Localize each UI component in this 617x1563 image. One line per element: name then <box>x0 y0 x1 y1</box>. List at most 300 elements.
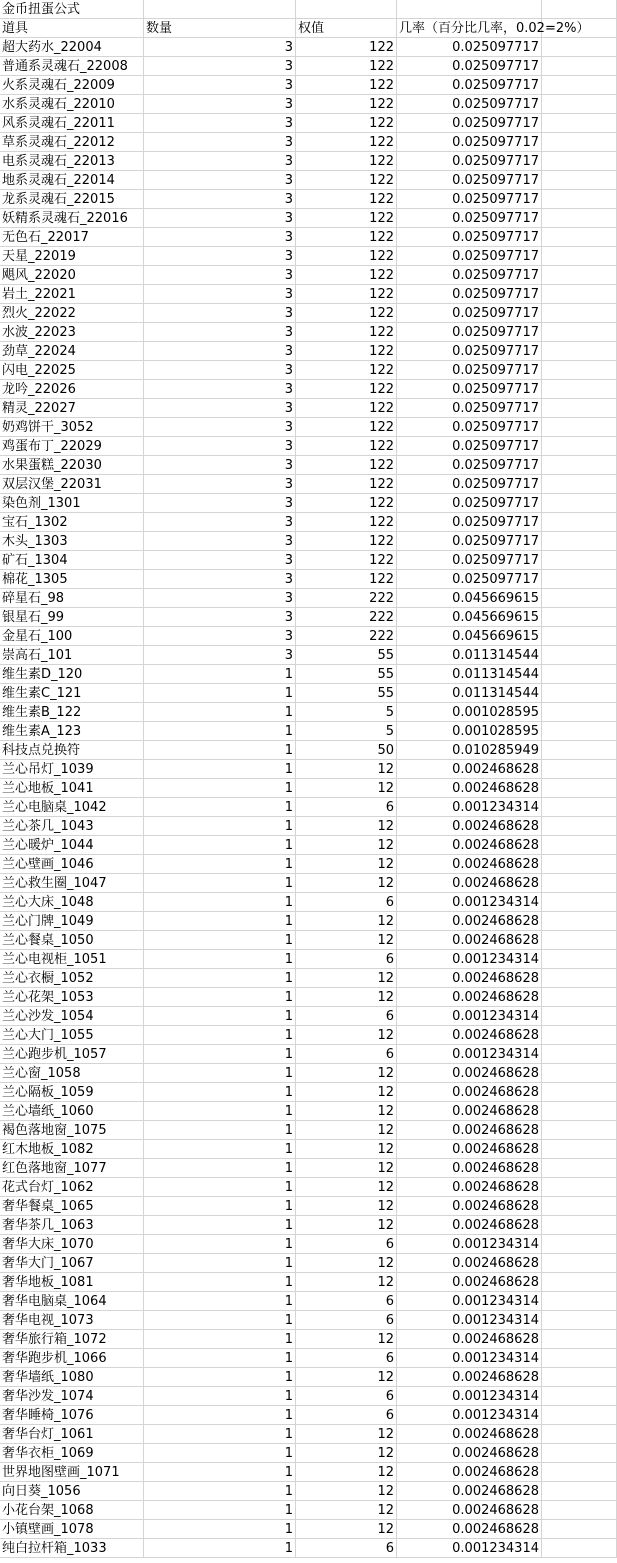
cell-quantity[interactable]: 3 <box>144 76 296 95</box>
cell-item[interactable]: 小镇壁画_1078 <box>0 1520 144 1539</box>
cell-quantity[interactable]: 3 <box>144 418 296 437</box>
cell[interactable] <box>542 1178 617 1197</box>
cell-probability[interactable]: 0.025097717 <box>397 456 542 475</box>
cell-weight[interactable]: 12 <box>296 1216 397 1235</box>
cell-quantity[interactable]: 1 <box>144 1007 296 1026</box>
cell-item[interactable]: 超大药水_22004 <box>0 38 144 57</box>
cell-probability[interactable]: 0.002468628 <box>397 760 542 779</box>
cell-quantity[interactable]: 3 <box>144 475 296 494</box>
cell[interactable] <box>542 779 617 798</box>
cell-probability[interactable]: 0.002468628 <box>397 817 542 836</box>
cell-item[interactable]: 水波_22023 <box>0 323 144 342</box>
cell[interactable] <box>542 456 617 475</box>
cell-weight[interactable]: 122 <box>296 380 397 399</box>
cell-quantity[interactable]: 1 <box>144 817 296 836</box>
cell-probability[interactable]: 0.002468628 <box>397 1178 542 1197</box>
cell-item[interactable]: 兰心隔板_1059 <box>0 1083 144 1102</box>
cell[interactable] <box>542 1292 617 1311</box>
cell-quantity[interactable]: 3 <box>144 646 296 665</box>
cell-item[interactable]: 兰心电视柜_1051 <box>0 950 144 969</box>
cell-probability[interactable]: 0.010285949 <box>397 741 542 760</box>
cell-probability[interactable]: 0.002468628 <box>397 1197 542 1216</box>
cell[interactable] <box>542 361 617 380</box>
cell-item[interactable]: 火系灵魂石_22009 <box>0 76 144 95</box>
cell[interactable] <box>542 1045 617 1064</box>
cell-item[interactable]: 奢华墙纸_1080 <box>0 1368 144 1387</box>
cell-weight[interactable]: 12 <box>296 1102 397 1121</box>
cell-quantity[interactable]: 1 <box>144 1387 296 1406</box>
cell[interactable] <box>542 1387 617 1406</box>
cell-probability[interactable]: 0.002468628 <box>397 1501 542 1520</box>
cell[interactable] <box>542 171 617 190</box>
cell[interactable] <box>542 380 617 399</box>
cell[interactable] <box>542 190 617 209</box>
cell-weight[interactable]: 12 <box>296 874 397 893</box>
cell-weight[interactable]: 12 <box>296 1520 397 1539</box>
cell-probability[interactable]: 0.025097717 <box>397 171 542 190</box>
cell-probability[interactable]: 0.002468628 <box>397 1463 542 1482</box>
cell-weight[interactable]: 122 <box>296 285 397 304</box>
cell-probability[interactable]: 0.001028595 <box>397 703 542 722</box>
cell[interactable] <box>542 1368 617 1387</box>
cell[interactable] <box>542 285 617 304</box>
cell[interactable] <box>542 1444 617 1463</box>
cell-probability[interactable]: 0.025097717 <box>397 285 542 304</box>
cell[interactable] <box>542 437 617 456</box>
cell-weight[interactable]: 55 <box>296 665 397 684</box>
cell-weight[interactable]: 12 <box>296 855 397 874</box>
cell-quantity[interactable]: 1 <box>144 1197 296 1216</box>
cell[interactable] <box>296 0 397 19</box>
cell[interactable] <box>542 95 617 114</box>
cell-weight[interactable]: 122 <box>296 114 397 133</box>
cell-quantity[interactable]: 3 <box>144 627 296 646</box>
cell-quantity[interactable]: 3 <box>144 228 296 247</box>
cell-weight[interactable]: 12 <box>296 817 397 836</box>
cell[interactable] <box>542 1026 617 1045</box>
cell[interactable] <box>542 266 617 285</box>
cell[interactable] <box>542 722 617 741</box>
cell-weight[interactable]: 122 <box>296 190 397 209</box>
cell-probability[interactable]: 0.001234314 <box>397 893 542 912</box>
cell-quantity[interactable]: 3 <box>144 38 296 57</box>
cell-weight[interactable]: 122 <box>296 475 397 494</box>
cell[interactable] <box>542 342 617 361</box>
cell-item[interactable]: 奢华大门_1067 <box>0 1254 144 1273</box>
cell-probability[interactable]: 0.002468628 <box>397 779 542 798</box>
cell[interactable] <box>542 1216 617 1235</box>
cell[interactable] <box>542 1273 617 1292</box>
cell-quantity[interactable]: 1 <box>144 1178 296 1197</box>
cell-quantity[interactable]: 1 <box>144 1539 296 1558</box>
cell-probability[interactable]: 0.002468628 <box>397 1064 542 1083</box>
cell-weight[interactable]: 12 <box>296 1159 397 1178</box>
cell-item[interactable]: 奢华台灯_1061 <box>0 1425 144 1444</box>
cell-probability[interactable]: 0.025097717 <box>397 437 542 456</box>
cell[interactable] <box>542 323 617 342</box>
cell-item[interactable]: 水果蛋糕_22030 <box>0 456 144 475</box>
cell[interactable] <box>542 1311 617 1330</box>
cell-weight[interactable]: 122 <box>296 437 397 456</box>
cell[interactable] <box>542 741 617 760</box>
cell[interactable] <box>542 893 617 912</box>
header-probability[interactable]: 几率（百分比几率，0.02=2%） <box>399 21 590 36</box>
cell-weight[interactable]: 6 <box>296 893 397 912</box>
cell-probability[interactable]: 0.002468628 <box>397 1121 542 1140</box>
cell-weight[interactable]: 122 <box>296 304 397 323</box>
cell-item[interactable]: 兰心花架_1053 <box>0 988 144 1007</box>
cell-item[interactable]: 无色石_22017 <box>0 228 144 247</box>
cell-weight[interactable]: 122 <box>296 342 397 361</box>
cell-weight[interactable]: 6 <box>296 1045 397 1064</box>
cell-probability[interactable]: 0.001234314 <box>397 1292 542 1311</box>
cell-quantity[interactable]: 1 <box>144 1064 296 1083</box>
cell-item[interactable]: 劲草_22024 <box>0 342 144 361</box>
cell-item[interactable]: 兰心窗_1058 <box>0 1064 144 1083</box>
cell-item[interactable]: 兰心吊灯_1039 <box>0 760 144 779</box>
cell-item[interactable]: 天星_22019 <box>0 247 144 266</box>
cell-item[interactable]: 银星石_99 <box>0 608 144 627</box>
cell[interactable] <box>542 855 617 874</box>
sheet-title[interactable]: 金币扭蛋公式 <box>0 0 144 19</box>
cell-item[interactable]: 宝石_1302 <box>0 513 144 532</box>
cell-weight[interactable]: 6 <box>296 950 397 969</box>
cell[interactable] <box>542 152 617 171</box>
cell-weight[interactable]: 6 <box>296 798 397 817</box>
cell-weight[interactable]: 122 <box>296 513 397 532</box>
cell-quantity[interactable]: 1 <box>144 1273 296 1292</box>
cell-weight[interactable]: 122 <box>296 133 397 152</box>
cell[interactable] <box>542 1349 617 1368</box>
cell-quantity[interactable]: 3 <box>144 171 296 190</box>
cell[interactable] <box>542 608 617 627</box>
cell-weight[interactable]: 12 <box>296 760 397 779</box>
cell-quantity[interactable]: 3 <box>144 570 296 589</box>
cell-weight[interactable]: 122 <box>296 76 397 95</box>
cell-quantity[interactable]: 3 <box>144 456 296 475</box>
cell[interactable] <box>542 1235 617 1254</box>
cell-probability[interactable]: 0.001234314 <box>397 1007 542 1026</box>
cell-weight[interactable]: 5 <box>296 722 397 741</box>
cell-weight[interactable]: 122 <box>296 209 397 228</box>
cell-probability[interactable]: 0.002468628 <box>397 1482 542 1501</box>
cell-probability[interactable]: 0.025097717 <box>397 418 542 437</box>
cell-item[interactable]: 奢华电脑桌_1064 <box>0 1292 144 1311</box>
cell-quantity[interactable]: 3 <box>144 133 296 152</box>
cell-quantity[interactable]: 1 <box>144 722 296 741</box>
header-item[interactable]: 道具 <box>0 19 144 38</box>
cell-weight[interactable]: 6 <box>296 1007 397 1026</box>
cell-quantity[interactable]: 1 <box>144 1368 296 1387</box>
cell-item[interactable]: 花式台灯_1062 <box>0 1178 144 1197</box>
cell-quantity[interactable]: 3 <box>144 323 296 342</box>
cell-weight[interactable]: 122 <box>296 38 397 57</box>
cell-weight[interactable]: 6 <box>296 1406 397 1425</box>
cell-quantity[interactable]: 1 <box>144 779 296 798</box>
cell-item[interactable]: 向日葵_1056 <box>0 1482 144 1501</box>
cell-item[interactable]: 染色剂_1301 <box>0 494 144 513</box>
cell[interactable] <box>542 836 617 855</box>
cell-quantity[interactable]: 1 <box>144 1026 296 1045</box>
cell-quantity[interactable]: 1 <box>144 855 296 874</box>
cell[interactable] <box>542 494 617 513</box>
cell-probability[interactable]: 0.045669615 <box>397 608 542 627</box>
cell-quantity[interactable]: 3 <box>144 190 296 209</box>
cell-weight[interactable]: 122 <box>296 399 397 418</box>
cell-weight[interactable]: 12 <box>296 1026 397 1045</box>
cell-probability[interactable]: 0.025097717 <box>397 304 542 323</box>
cell-probability[interactable]: 0.001234314 <box>397 798 542 817</box>
cell-item[interactable]: 红木地板_1082 <box>0 1140 144 1159</box>
cell-weight[interactable]: 122 <box>296 532 397 551</box>
cell-weight[interactable]: 222 <box>296 589 397 608</box>
cell[interactable] <box>542 589 617 608</box>
cell[interactable] <box>542 969 617 988</box>
cell-quantity[interactable]: 3 <box>144 437 296 456</box>
cell-weight[interactable]: 122 <box>296 247 397 266</box>
cell[interactable] <box>542 1539 617 1558</box>
cell-item[interactable]: 兰心跑步机_1057 <box>0 1045 144 1064</box>
cell-quantity[interactable]: 3 <box>144 380 296 399</box>
cell-probability[interactable]: 0.025097717 <box>397 247 542 266</box>
cell-item[interactable]: 兰心门牌_1049 <box>0 912 144 931</box>
cell-quantity[interactable]: 3 <box>144 361 296 380</box>
cell-weight[interactable]: 6 <box>296 1292 397 1311</box>
cell-quantity[interactable]: 1 <box>144 874 296 893</box>
cell-item[interactable]: 奢华茶几_1063 <box>0 1216 144 1235</box>
cell-item[interactable]: 奢华大床_1070 <box>0 1235 144 1254</box>
cell-weight[interactable]: 6 <box>296 1387 397 1406</box>
cell-probability[interactable]: 0.002468628 <box>397 836 542 855</box>
cell-weight[interactable]: 6 <box>296 1311 397 1330</box>
cell-item[interactable]: 双层汉堡_22031 <box>0 475 144 494</box>
cell-weight[interactable]: 122 <box>296 171 397 190</box>
cell[interactable] <box>542 1102 617 1121</box>
cell-weight[interactable]: 12 <box>296 1140 397 1159</box>
cell[interactable] <box>542 1159 617 1178</box>
cell-probability[interactable]: 0.025097717 <box>397 190 542 209</box>
cell-probability[interactable]: 0.002468628 <box>397 912 542 931</box>
cell[interactable] <box>542 1197 617 1216</box>
cell-probability[interactable]: 0.002468628 <box>397 1330 542 1349</box>
cell-probability[interactable]: 0.025097717 <box>397 228 542 247</box>
cell-probability[interactable]: 0.025097717 <box>397 152 542 171</box>
cell[interactable] <box>542 133 617 152</box>
cell-probability[interactable]: 0.001234314 <box>397 1349 542 1368</box>
cell-probability[interactable]: 0.002468628 <box>397 1026 542 1045</box>
cell-item[interactable]: 奢华睡椅_1076 <box>0 1406 144 1425</box>
cell-item[interactable]: 世界地图壁画_1071 <box>0 1463 144 1482</box>
cell-weight[interactable]: 12 <box>296 988 397 1007</box>
cell-weight[interactable]: 12 <box>296 1178 397 1197</box>
cell-quantity[interactable]: 1 <box>144 931 296 950</box>
cell[interactable] <box>542 950 617 969</box>
cell-item[interactable]: 鸡蛋布丁_22029 <box>0 437 144 456</box>
cell-quantity[interactable]: 1 <box>144 665 296 684</box>
cell-quantity[interactable]: 3 <box>144 532 296 551</box>
cell-weight[interactable]: 122 <box>296 494 397 513</box>
cell-item[interactable]: 龙系灵魂石_22015 <box>0 190 144 209</box>
cell-probability[interactable]: 0.025097717 <box>397 532 542 551</box>
cell-probability[interactable]: 0.002468628 <box>397 931 542 950</box>
cell-item[interactable]: 精灵_22027 <box>0 399 144 418</box>
cell-quantity[interactable]: 1 <box>144 684 296 703</box>
cell-probability[interactable]: 0.002468628 <box>397 874 542 893</box>
cell-probability[interactable]: 0.002468628 <box>397 1102 542 1121</box>
cell[interactable] <box>542 1007 617 1026</box>
cell-probability[interactable]: 0.025097717 <box>397 133 542 152</box>
cell-weight[interactable]: 12 <box>296 1254 397 1273</box>
cell-weight[interactable]: 122 <box>296 323 397 342</box>
cell-probability[interactable]: 0.025097717 <box>397 342 542 361</box>
cell-quantity[interactable]: 3 <box>144 342 296 361</box>
cell-probability[interactable]: 0.002468628 <box>397 1159 542 1178</box>
cell-quantity[interactable]: 3 <box>144 209 296 228</box>
cell-item[interactable]: 木头_1303 <box>0 532 144 551</box>
cell-item[interactable]: 电系灵魂石_22013 <box>0 152 144 171</box>
cell-item[interactable]: 矿石_1304 <box>0 551 144 570</box>
cell-weight[interactable]: 6 <box>296 1539 397 1558</box>
cell-weight[interactable]: 12 <box>296 1330 397 1349</box>
cell[interactable] <box>542 247 617 266</box>
cell-probability[interactable]: 0.025097717 <box>397 57 542 76</box>
cell[interactable] <box>542 665 617 684</box>
cell-probability[interactable]: 0.025097717 <box>397 323 542 342</box>
cell-weight[interactable]: 222 <box>296 627 397 646</box>
cell-item[interactable]: 碎星石_98 <box>0 589 144 608</box>
cell[interactable] <box>542 1425 617 1444</box>
cell-quantity[interactable]: 1 <box>144 1463 296 1482</box>
cell-quantity[interactable]: 1 <box>144 1444 296 1463</box>
cell[interactable] <box>542 1406 617 1425</box>
cell-weight[interactable]: 12 <box>296 1197 397 1216</box>
cell[interactable] <box>542 1121 617 1140</box>
cell-quantity[interactable]: 1 <box>144 1501 296 1520</box>
cell[interactable] <box>542 399 617 418</box>
cell-weight[interactable]: 12 <box>296 1425 397 1444</box>
cell-item[interactable]: 奢华衣柜_1069 <box>0 1444 144 1463</box>
cell[interactable] <box>542 38 617 57</box>
cell-item[interactable]: 奶鸡饼干_3052 <box>0 418 144 437</box>
cell-item[interactable]: 金星石_100 <box>0 627 144 646</box>
cell-quantity[interactable]: 3 <box>144 57 296 76</box>
cell[interactable] <box>542 1520 617 1539</box>
cell-item[interactable]: 科技点兑换符 <box>0 741 144 760</box>
cell-weight[interactable]: 12 <box>296 779 397 798</box>
cell[interactable] <box>542 475 617 494</box>
cell-probability[interactable]: 0.002468628 <box>397 1520 542 1539</box>
cell[interactable] <box>542 114 617 133</box>
cell-weight[interactable]: 122 <box>296 570 397 589</box>
cell-quantity[interactable]: 1 <box>144 969 296 988</box>
cell-quantity[interactable]: 1 <box>144 1406 296 1425</box>
cell-item[interactable]: 小花台架_1068 <box>0 1501 144 1520</box>
cell-item[interactable]: 维生素C_121 <box>0 684 144 703</box>
cell-weight[interactable]: 50 <box>296 741 397 760</box>
cell-item[interactable]: 闪电_22025 <box>0 361 144 380</box>
cell-probability[interactable]: 0.002468628 <box>397 1273 542 1292</box>
cell[interactable] <box>542 1330 617 1349</box>
cell-item[interactable]: 兰心救生圈_1047 <box>0 874 144 893</box>
cell-weight[interactable]: 12 <box>296 931 397 950</box>
cell-quantity[interactable]: 3 <box>144 114 296 133</box>
cell-probability[interactable]: 0.025097717 <box>397 114 542 133</box>
cell-item[interactable]: 崇高石_101 <box>0 646 144 665</box>
cell[interactable] <box>542 513 617 532</box>
cell-weight[interactable]: 12 <box>296 912 397 931</box>
cell-quantity[interactable]: 1 <box>144 1292 296 1311</box>
cell-quantity[interactable]: 3 <box>144 95 296 114</box>
cell-probability[interactable]: 0.001234314 <box>397 950 542 969</box>
cell-weight[interactable]: 6 <box>296 1349 397 1368</box>
cell-quantity[interactable]: 1 <box>144 988 296 1007</box>
cell-item[interactable]: 兰心沙发_1054 <box>0 1007 144 1026</box>
cell[interactable] <box>542 551 617 570</box>
cell-weight[interactable]: 12 <box>296 969 397 988</box>
cell-weight[interactable]: 12 <box>296 1368 397 1387</box>
cell-quantity[interactable]: 3 <box>144 513 296 532</box>
cell[interactable] <box>542 1501 617 1520</box>
cell-weight[interactable]: 222 <box>296 608 397 627</box>
cell-quantity[interactable]: 1 <box>144 1083 296 1102</box>
cell-probability[interactable]: 0.025097717 <box>397 38 542 57</box>
cell-probability[interactable]: 0.045669615 <box>397 589 542 608</box>
cell-probability[interactable]: 0.002468628 <box>397 855 542 874</box>
cell-item[interactable]: 飓风_22020 <box>0 266 144 285</box>
cell-item[interactable]: 兰心餐桌_1050 <box>0 931 144 950</box>
cell[interactable] <box>542 760 617 779</box>
cell-probability[interactable]: 0.025097717 <box>397 380 542 399</box>
cell-item[interactable]: 奢华餐桌_1065 <box>0 1197 144 1216</box>
cell-probability[interactable]: 0.002468628 <box>397 969 542 988</box>
cell[interactable] <box>542 1140 617 1159</box>
cell[interactable] <box>542 1083 617 1102</box>
cell[interactable] <box>542 912 617 931</box>
cell-quantity[interactable]: 1 <box>144 798 296 817</box>
cell-weight[interactable]: 12 <box>296 1501 397 1520</box>
cell-item[interactable]: 兰心暖炉_1044 <box>0 836 144 855</box>
cell-probability[interactable]: 0.002468628 <box>397 1444 542 1463</box>
cell-probability[interactable]: 0.025097717 <box>397 494 542 513</box>
cell-quantity[interactable]: 1 <box>144 1216 296 1235</box>
cell-quantity[interactable]: 1 <box>144 950 296 969</box>
cell-item[interactable]: 岩土_22021 <box>0 285 144 304</box>
cell[interactable] <box>542 1064 617 1083</box>
cell-weight[interactable]: 12 <box>296 1064 397 1083</box>
cell[interactable] <box>542 418 617 437</box>
cell-probability[interactable]: 0.025097717 <box>397 95 542 114</box>
cell[interactable] <box>542 703 617 722</box>
cell-item[interactable]: 奢华地板_1081 <box>0 1273 144 1292</box>
cell-probability[interactable]: 0.025097717 <box>397 570 542 589</box>
cell-item[interactable]: 奢华电视_1073 <box>0 1311 144 1330</box>
cell-weight[interactable]: 12 <box>296 836 397 855</box>
cell[interactable] <box>542 228 617 247</box>
cell-weight[interactable]: 122 <box>296 361 397 380</box>
cell-quantity[interactable]: 1 <box>144 1045 296 1064</box>
cell[interactable] <box>542 684 617 703</box>
cell-item[interactable]: 普通系灵魂石_22008 <box>0 57 144 76</box>
cell-quantity[interactable]: 3 <box>144 551 296 570</box>
cell[interactable] <box>542 570 617 589</box>
cell-item[interactable]: 红色落地窗_1077 <box>0 1159 144 1178</box>
cell-weight[interactable]: 122 <box>296 57 397 76</box>
cell-quantity[interactable]: 1 <box>144 1254 296 1273</box>
cell-weight[interactable]: 122 <box>296 95 397 114</box>
cell-probability[interactable]: 0.001234314 <box>397 1539 542 1558</box>
cell-quantity[interactable]: 1 <box>144 741 296 760</box>
cell-item[interactable]: 风系灵魂石_22011 <box>0 114 144 133</box>
